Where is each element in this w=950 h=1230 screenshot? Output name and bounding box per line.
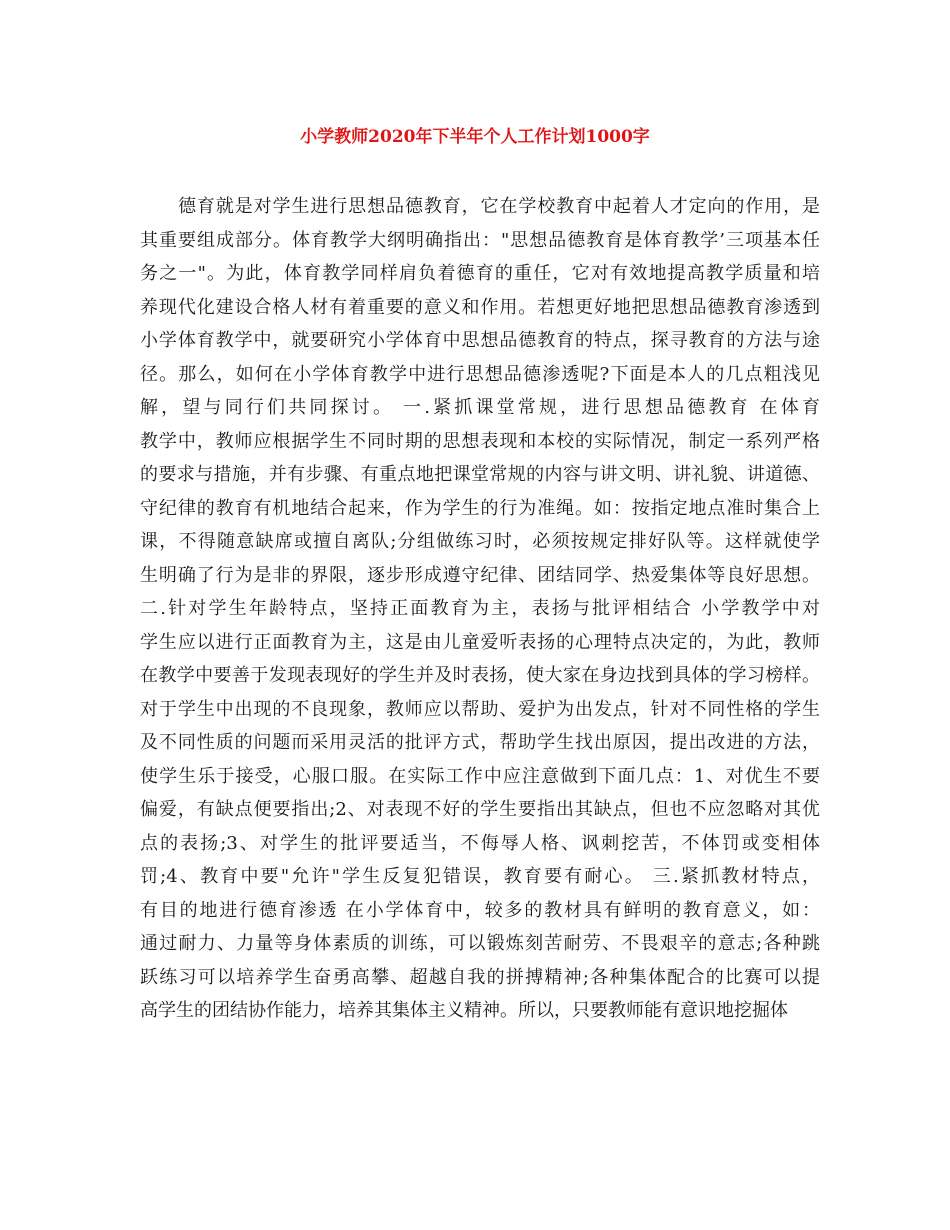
paragraph-line: 及不同性质的问题而采用灵活的批评方式，帮助学生找出原因，提出改进的方法， bbox=[140, 732, 820, 753]
document-body bbox=[140, 190, 820, 1028]
paragraph-line: 小学体育教学中，就要研究小学体育中思想品德教育的特点，探寻教育的方法与途 bbox=[140, 330, 820, 351]
paragraph-line: 偏爱，有缺点便要指出;2、对表现不好的学生要指出其缺点，但也不应忽略对其优 bbox=[140, 799, 820, 820]
paragraph-line: 跃练习可以培养学生奋勇高攀、超越自我的拼搏精神;各种集体配合的比赛可以提 bbox=[140, 966, 820, 988]
paragraph-line: 高学生的团结协作能力，培养其集体主义精神。所以，只要教师能有意识地挖掘体 bbox=[140, 1000, 788, 1021]
paragraph-line: 学生应以进行正面教育为主，这是由儿童爱听表扬的心理特点决定的，为此，教师 bbox=[140, 631, 820, 653]
paragraph-line: 守纪律的教育有机地结合起来，作为学生的行为准绳。如：按指定地点准时集合上 bbox=[140, 497, 820, 519]
paragraph-line: 径。那么，如何在小学体育教学中进行思想品德渗透呢?下面是本人的几点粗浅见 bbox=[140, 363, 820, 385]
paragraph-line: 点的表扬;3、对学生的批评要适当，不侮辱人格、讽刺挖苦，不体罚或变相体 bbox=[140, 832, 820, 854]
paragraph-line: 使学生乐于接受，心服口服。在实际工作中应注意做到下面几点：1、对优生不要 bbox=[140, 765, 820, 787]
paragraph-line: 务之一"。为此，体育教学同样肩负着德育的重任，它对有效地提高教学质量和培 bbox=[140, 263, 820, 284]
paragraph-line: 罚;4、教育中要"允许"学生反复犯错误，教育要有耐心。 三.紧抓教材特点， bbox=[140, 866, 820, 887]
paragraph-line: 德育就是对学生进行思想品德教育，它在学校教育中起着人才定向的作用，是 bbox=[178, 196, 820, 217]
paragraph-line: 通过耐力、力量等身体素质的训练，可以锻炼刻苦耐劳、不畏艰辛的意志;各种跳 bbox=[140, 933, 820, 954]
document-title: 小学教师2020年下半年个人工作计划1000字 bbox=[300, 127, 650, 147]
paragraph-line: 在教学中要善于发现表现好的学生并及时表扬，使大家在身边找到具体的学习榜样。 bbox=[140, 665, 820, 686]
paragraph-line: 生明确了行为是非的界限，逐步形成遵守纪律、团结同学、热爱集体等良好思想。 bbox=[140, 564, 820, 586]
paragraph-line: 养现代化建设合格人材有着重要的意义和作用。若想更好地把思想品德教育渗透到 bbox=[140, 296, 820, 318]
paragraph-line: 教学中，教师应根据学生不同时期的思想表现和本校的实际情况，制定一系列严格 bbox=[140, 430, 820, 452]
paragraph-line: 对于学生中出现的不良现象，教师应以帮助、爱护为出发点，针对不同性格的学生 bbox=[140, 698, 820, 720]
paragraph-line: 其重要组成部分。体育教学大纲明确指出："思想品德教育是体育教学’三项基本任 bbox=[140, 229, 820, 251]
paragraph-line: 二.针对学生年龄特点，坚持正面教育为主，表扬与批评相结合 小学教学中对 bbox=[140, 598, 820, 619]
paragraph-line: 课，不得随意缺席或擅自离队;分组做练习时，必须按规定排好队等。这样就使学 bbox=[140, 531, 820, 552]
paragraph-line: 有目的地进行德育渗透 在小学体育中，较多的教材具有鲜明的教育意义，如： bbox=[140, 899, 820, 921]
paragraph-line: 的要求与措施，并有步骤、有重点地把课堂常规的内容与讲文明、讲礼貌、讲道德、 bbox=[140, 464, 820, 485]
paragraph-line: 解，望与同行们共同探讨。 一.紧抓课堂常规，进行思想品德教育 在体育 bbox=[140, 397, 820, 418]
